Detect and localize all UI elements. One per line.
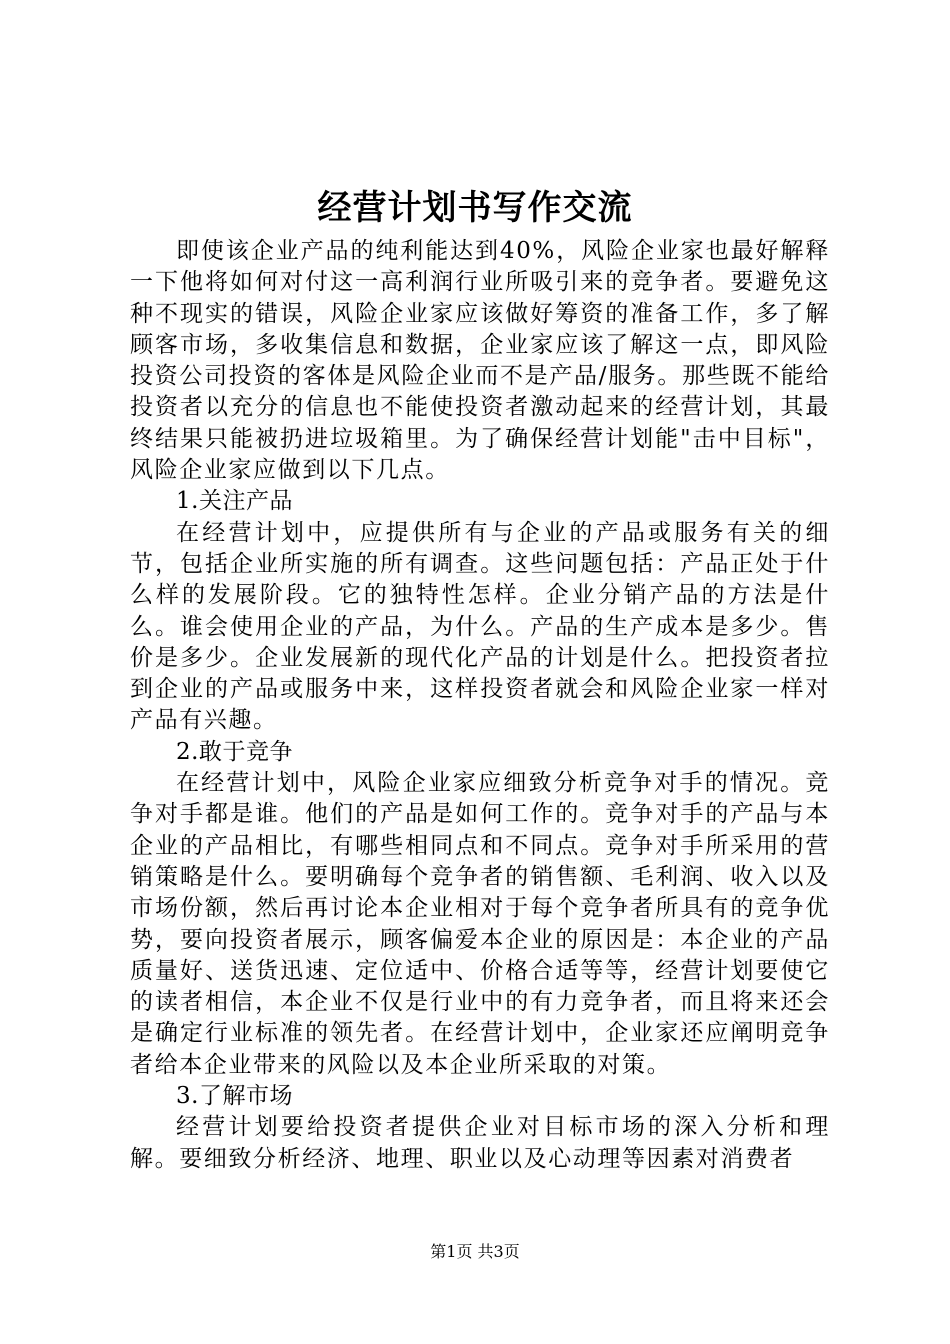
section-heading-product: 1.关注产品 — [176, 488, 293, 515]
competition-paragraph: 在经营计划中，风险企业家应细致分析竞争对手的情况。竞争对手都是谁。他们的产品是如何工作的。竞争对手的产品与本企业的产品相比，有哪些相同点和不同点。竞争对手所采用的营销策略是什么。要明确每个竞争者的销售额、毛利润、收入以及市场份额，然后再讨论本企业相对于每个竞争者所具有的竞争优势，要向投资者展示，顾客偏爱本企业的原因是：本企业的产品质量好、送货迅速、定位适中、价格合适等等，经营计划要使它的读者相信，本企业不仅是行业中的有力竞争者，而且将来还会是确定行业标准的领先者。在经营计划中，企业家还应阐明竞争者给本企业带来的风险以及本企业所采取的对策。 — [130, 770, 830, 1078]
page-footer: 第1页 共3页 — [430, 1242, 520, 1261]
product-paragraph: 在经营计划中，应提供所有与企业的产品或服务有关的细节，包括企业所实施的所有调查。这些问题包括：产品正处于什么样的发展阶段。它的独特性怎样。企业分销产品的方法是什么。谁会使用企业的产品，为什么。产品的生产成本是多少。售价是多少。企业发展新的现代化产品的计划是什么。把投资者拉到企业的产品或服务中来，这样投资者就会和风险企业家一样对产品有兴趣。 — [130, 519, 830, 734]
section-heading-market: 3.了解市场 — [176, 1083, 293, 1110]
section-heading-competition: 2.敢于竞争 — [176, 738, 293, 765]
document-body — [130, 236, 830, 1175]
document-title: 经营计划书写作交流 — [317, 188, 633, 228]
market-paragraph: 经营计划要给投资者提供企业对目标市场的深入分析和理解。要细致分析经济、地理、职业以及心动理等因素对消费者 — [130, 1114, 830, 1172]
intro-paragraph: 即使该企业产品的纯利能达到40%，风险企业家也最好解释一下他将如何对付这一高利润行业所吸引来的竞争者。要避免这种不现实的错误，风险企业家应该做好筹资的准备工作，多了解顾客市场，多收集信息和数据，企业家应该了解这一点，即风险投资公司投资的客体是风险企业而不是产品/服务。那些既不能给投资者以充分的信息也不能使投资者激动起来的经营计划，其最终结果只能被扔进垃圾箱里。为了确保经营计划能"击中目标"，风险企业家应做到以下几点。 — [130, 238, 830, 484]
